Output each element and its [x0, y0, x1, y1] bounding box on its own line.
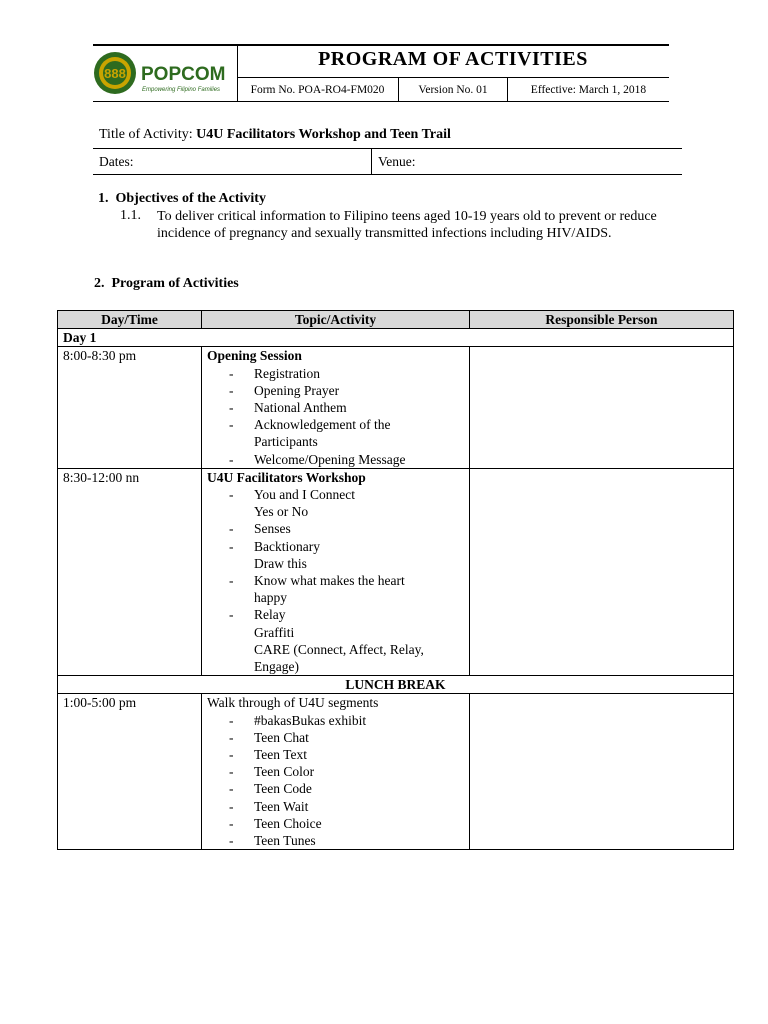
- activity-title-value: U4U Facilitators Workshop and Teen Trail: [196, 127, 451, 142]
- topic-title: Opening Session: [207, 348, 302, 364]
- objectives-heading: 1. Objectives of the Activity: [98, 191, 266, 206]
- row-responsible: [470, 468, 734, 675]
- logo-seal-text: 888: [104, 66, 126, 81]
- list-item: - Backtionary: [207, 538, 464, 555]
- document-title: PROGRAM OF ACTIVITIES: [318, 48, 588, 70]
- header-day-time: Day/Time: [58, 311, 202, 329]
- list-item: - Teen Tunes: [207, 832, 464, 849]
- objective-number: 1.1.: [120, 208, 141, 223]
- row-responsible: [470, 694, 734, 850]
- list-item: Graffiti: [254, 624, 295, 640]
- dates-field: Dates:: [93, 149, 372, 174]
- list-item: - Teen Wait: [207, 798, 464, 815]
- lunch-break-label: LUNCH BREAK: [58, 676, 734, 694]
- row-topic: [202, 347, 470, 468]
- list-item: - Teen Chat: [207, 729, 464, 746]
- list-item: - You and I Connect: [207, 486, 464, 503]
- list-item: - Teen Color: [207, 763, 464, 780]
- row-time: 8:30-12:00 nn: [58, 468, 202, 675]
- list-item: - Senses: [207, 520, 464, 537]
- logo-tagline: Empowering Filipino Families: [142, 87, 221, 93]
- row-topic: [202, 468, 470, 675]
- header-responsible-person: Responsible Person: [470, 311, 734, 329]
- topic-title: Walk through of U4U segments: [207, 695, 379, 711]
- dates-venue-row: [93, 148, 682, 175]
- list-item: - National Anthem: [207, 399, 464, 416]
- activity-title-label: Title of Activity:: [99, 127, 193, 142]
- venue-field: Venue:: [378, 153, 416, 169]
- row-responsible: [470, 347, 734, 468]
- day-label: Day 1: [58, 329, 734, 347]
- popcom-logo: [93, 49, 235, 97]
- row-topic: [202, 694, 470, 850]
- list-item: - #bakasBukas exhibit: [207, 712, 464, 729]
- list-item: Participants: [254, 434, 318, 450]
- list-item: - Relay: [207, 606, 464, 623]
- topic-title: U4U Facilitators Workshop: [207, 469, 366, 485]
- list-item: happy: [254, 590, 287, 606]
- header-topic-activity: Topic/Activity: [202, 311, 470, 329]
- list-item: - Opening Prayer: [207, 382, 464, 399]
- table-row: [58, 694, 734, 850]
- header-top-rule: [93, 44, 669, 46]
- topic-items: [207, 365, 464, 468]
- logo-wordmark: POPCOM: [141, 64, 226, 85]
- table-row: [58, 347, 734, 468]
- table-row: [58, 468, 734, 675]
- form-number: Form No. POA-RO4-FM020: [237, 78, 399, 102]
- list-item: - Teen Choice: [207, 815, 464, 832]
- list-item: Yes or No: [254, 504, 309, 520]
- table-header-row: [58, 311, 734, 329]
- program-heading: 2. Program of Activities: [94, 276, 239, 291]
- document-header: [93, 44, 669, 102]
- row-time: 8:00-8:30 pm: [58, 347, 202, 468]
- list-item: - Welcome/Opening Message: [207, 451, 464, 468]
- list-item: - Teen Code: [207, 780, 464, 797]
- list-item: - Registration: [207, 365, 464, 382]
- list-item: Engage): [254, 659, 299, 675]
- effective-date: Effective: March 1, 2018: [530, 84, 647, 96]
- list-item: - Teen Text: [207, 746, 464, 763]
- list-item: - Acknowledgement of the: [207, 416, 464, 433]
- day-row: [58, 329, 734, 347]
- list-item: - Know what makes the heart: [207, 572, 464, 589]
- row-time: 1:00-5:00 pm: [58, 694, 202, 850]
- topic-items: [207, 712, 464, 850]
- list-item: CARE (Connect, Affect, Relay,: [254, 641, 424, 657]
- break-row: [58, 676, 734, 694]
- objective-text: To deliver critical information to Filipino teens aged 10-19 years old to prevent or reduce incidence of pregnancy and sexually transmitted infections including HIV/AIDS.: [157, 209, 657, 242]
- activity-title-line: [99, 127, 451, 143]
- form-info-row: [237, 77, 669, 102]
- list-item: Draw this: [254, 555, 307, 571]
- topic-items: [207, 486, 464, 675]
- program-table: [57, 310, 734, 850]
- version-number: Version No. 01: [399, 78, 508, 102]
